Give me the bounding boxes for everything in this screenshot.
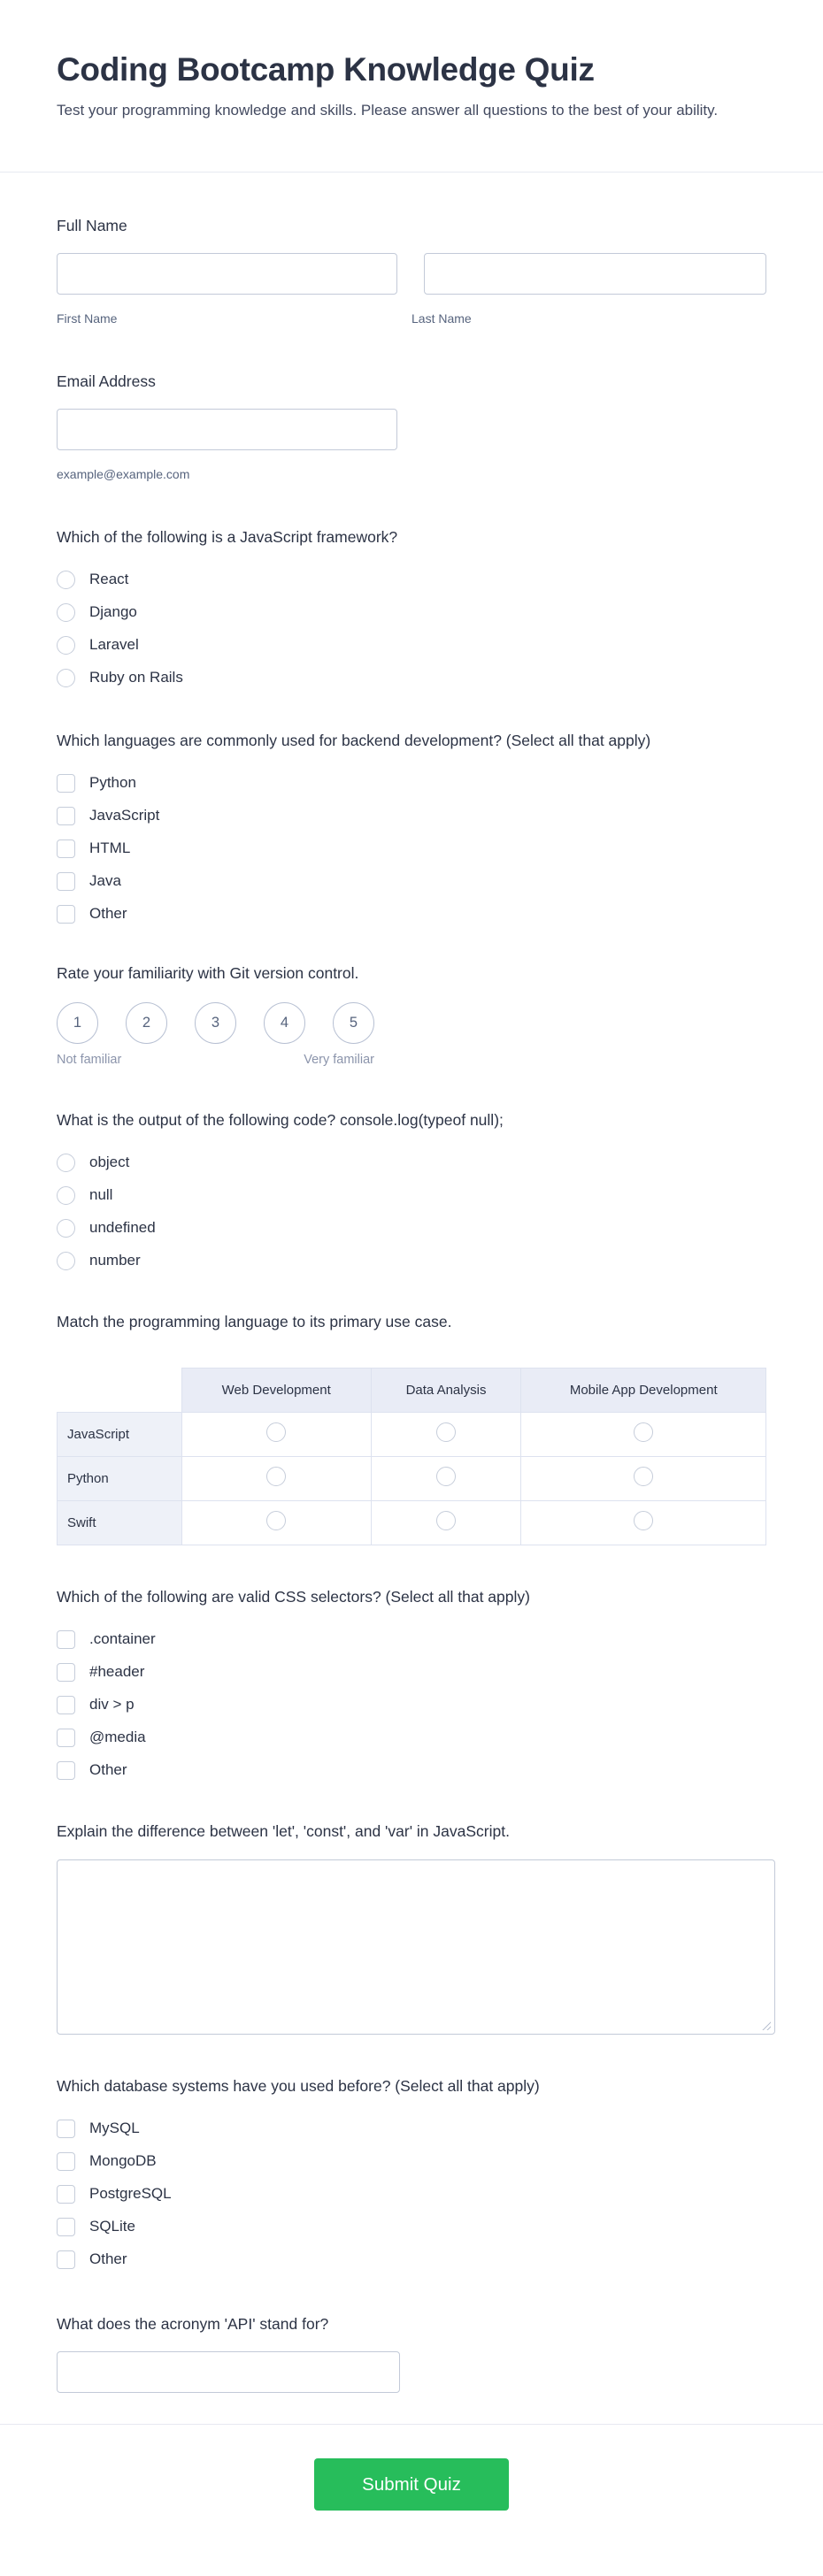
question-label: What does the acronym 'API' stand for? (57, 2315, 329, 2333)
matrix-cell (371, 1413, 521, 1457)
radio-icon[interactable] (634, 1422, 653, 1442)
matrix-cell (181, 1413, 371, 1457)
matrix-row-header: Python (58, 1457, 182, 1501)
question-css-selectors (57, 1586, 766, 1780)
radio-icon[interactable] (634, 1511, 653, 1530)
checkbox-option[interactable] (57, 1728, 766, 1747)
rating-1-button[interactable]: 1 (57, 1002, 98, 1044)
question-label: Which of the following are valid CSS selectors? (Select all that apply) (57, 1588, 530, 1606)
matrix-row (58, 1501, 766, 1545)
question-backend-languages (57, 730, 766, 924)
checkbox-option[interactable] (57, 1629, 766, 1649)
radio-icon[interactable] (436, 1467, 456, 1486)
checkbox-option[interactable] (57, 2151, 766, 2171)
radio-icon[interactable] (57, 603, 75, 622)
question-label: Which languages are commonly used for backend development? (Select all that apply) (57, 732, 651, 749)
question-label: What is the output of the following code? console.log(typeof null); (57, 1111, 504, 1129)
question-let-const-var (57, 1821, 766, 2035)
checkbox-icon[interactable] (57, 2185, 75, 2204)
checkbox-option[interactable] (57, 1695, 766, 1714)
checkbox-option[interactable] (57, 871, 766, 891)
question-label: Which database systems have you used before? (Select all that apply) (57, 2077, 540, 2095)
question-language-match (57, 1311, 766, 1545)
matrix-cell (521, 1457, 766, 1501)
option-label: React (89, 571, 129, 587)
rating-4-button[interactable]: 4 (264, 1002, 305, 1044)
radio-icon[interactable] (634, 1467, 653, 1486)
option-label: PostgreSQL (89, 2185, 172, 2202)
first-name-input[interactable] (57, 253, 397, 295)
option-label: HTML (89, 840, 131, 856)
matrix-cell (371, 1457, 521, 1501)
rating-3-button[interactable]: 3 (195, 1002, 236, 1044)
radio-option[interactable] (57, 668, 766, 687)
checkbox-icon[interactable] (57, 2120, 75, 2138)
matrix-column-header: Web Development (181, 1368, 371, 1413)
option-label: Java (89, 872, 121, 889)
radio-option[interactable] (57, 570, 766, 589)
checkbox-option[interactable] (57, 1760, 766, 1780)
question-label: Match the programming language to its primary use case. (57, 1313, 452, 1330)
question-full-name (57, 215, 766, 326)
option-label: MySQL (89, 2120, 140, 2136)
matrix-cell (181, 1457, 371, 1501)
last-name-sublabel: Last Name (412, 311, 472, 326)
checkbox-icon[interactable] (57, 1729, 75, 1747)
option-label: Other (89, 905, 127, 922)
scale-max-label: Very familiar (304, 1053, 374, 1067)
form-subtitle: Test your programming knowledge and skills. Please answer all questions to the best of your ability. (57, 102, 719, 119)
checkbox-icon[interactable] (57, 2250, 75, 2269)
checkbox-icon[interactable] (57, 872, 75, 891)
first-name-sublabel: First Name (57, 311, 118, 326)
radio-icon[interactable] (57, 1154, 75, 1172)
checkbox-option[interactable] (57, 2250, 766, 2269)
matrix-row (58, 1457, 766, 1501)
matrix-row-header: JavaScript (58, 1413, 182, 1457)
checkbox-icon[interactable] (57, 774, 75, 793)
radio-icon[interactable] (436, 1422, 456, 1442)
question-typeof-null (57, 1109, 766, 1270)
option-label: undefined (89, 1219, 156, 1236)
checkbox-option[interactable] (57, 904, 766, 924)
radio-option[interactable] (57, 635, 766, 655)
radio-option[interactable] (57, 602, 766, 622)
option-label: div > p (89, 1696, 135, 1713)
question-label: Full Name (57, 217, 127, 234)
option-label: #header (89, 1663, 145, 1680)
option-label: Other (89, 1761, 127, 1778)
checkbox-option[interactable] (57, 773, 766, 793)
radio-icon[interactable] (266, 1422, 286, 1442)
checkbox-icon[interactable] (57, 2152, 75, 2171)
form-title: Coding Bootcamp Knowledge Quiz (57, 51, 595, 88)
checkbox-option[interactable] (57, 2217, 766, 2236)
matrix-cell (181, 1501, 371, 1545)
option-label: Ruby on Rails (89, 669, 183, 686)
checkbox-option[interactable] (57, 839, 766, 858)
checkbox-icon[interactable] (57, 840, 75, 858)
radio-icon[interactable] (266, 1511, 286, 1530)
option-label: MongoDB (89, 2152, 157, 2169)
checkbox-icon[interactable] (57, 1696, 75, 1714)
question-label: Which of the following is a JavaScript framework? (57, 528, 398, 546)
email-sublabel: example@example.com (57, 467, 190, 481)
radio-icon[interactable] (57, 1186, 75, 1205)
radio-icon[interactable] (266, 1467, 286, 1486)
option-label: null (89, 1186, 113, 1203)
checkbox-option[interactable] (57, 2184, 766, 2204)
radio-option[interactable] (57, 1218, 766, 1238)
radio-icon[interactable] (57, 1219, 75, 1238)
matrix-table (57, 1368, 766, 1545)
option-label: .container (89, 1630, 156, 1647)
radio-icon[interactable] (57, 636, 75, 655)
rating-2-button[interactable]: 2 (126, 1002, 167, 1044)
resize-handle-icon[interactable] (761, 2020, 771, 2030)
option-label: Python (89, 774, 136, 791)
rating-scale (57, 1002, 766, 1044)
radio-icon[interactable] (57, 1252, 75, 1270)
submit-section (0, 2424, 823, 2555)
radio-option[interactable] (57, 1185, 766, 1205)
last-name-input[interactable] (424, 253, 767, 295)
option-label: Other (89, 2250, 127, 2267)
submit-quiz-button[interactable]: Submit Quiz (314, 2458, 509, 2511)
option-label: JavaScript (89, 807, 160, 824)
option-label: SQLite (89, 2218, 135, 2235)
question-git-rating (57, 962, 766, 1069)
api-answer-input[interactable] (57, 2351, 400, 2393)
answer-textarea[interactable] (57, 1859, 775, 2035)
radio-option[interactable] (57, 1153, 766, 1172)
checkbox-icon[interactable] (57, 1761, 75, 1780)
question-databases (57, 2075, 766, 2269)
checkbox-option[interactable] (57, 1662, 766, 1682)
scale-min-label: Not familiar (57, 1053, 122, 1067)
radio-icon[interactable] (57, 669, 75, 687)
question-js-framework (57, 526, 766, 687)
radio-option[interactable] (57, 1251, 766, 1270)
matrix-corner-cell (58, 1368, 182, 1413)
matrix-cell (521, 1413, 766, 1457)
matrix-row (58, 1413, 766, 1457)
checkbox-option[interactable] (57, 2119, 766, 2138)
checkbox-option[interactable] (57, 806, 766, 825)
checkbox-icon[interactable] (57, 807, 75, 825)
radio-icon[interactable] (57, 571, 75, 589)
question-label: Explain the difference between 'let', 'const', and 'var' in JavaScript. (57, 1822, 510, 1840)
matrix-cell (521, 1501, 766, 1545)
question-label: Email Address (57, 372, 156, 390)
matrix-cell (371, 1501, 521, 1545)
question-email (57, 371, 766, 482)
matrix-column-header: Mobile App Development (521, 1368, 766, 1413)
option-label: object (89, 1154, 130, 1170)
form-header (0, 0, 823, 172)
checkbox-icon[interactable] (57, 1663, 75, 1682)
rating-5-button[interactable]: 5 (333, 1002, 374, 1044)
email-input[interactable] (57, 409, 397, 450)
option-label: Laravel (89, 636, 139, 653)
option-label: @media (89, 1729, 146, 1745)
checkbox-icon[interactable] (57, 2218, 75, 2236)
matrix-row-header: Swift (58, 1501, 182, 1545)
option-label: number (89, 1252, 141, 1269)
question-api-acronym (57, 2313, 766, 2393)
option-label: Django (89, 603, 137, 620)
checkbox-icon[interactable] (57, 1630, 75, 1649)
matrix-column-header: Data Analysis (371, 1368, 521, 1413)
question-label: Rate your familiarity with Git version control. (57, 964, 359, 982)
checkbox-icon[interactable] (57, 905, 75, 924)
radio-icon[interactable] (436, 1511, 456, 1530)
